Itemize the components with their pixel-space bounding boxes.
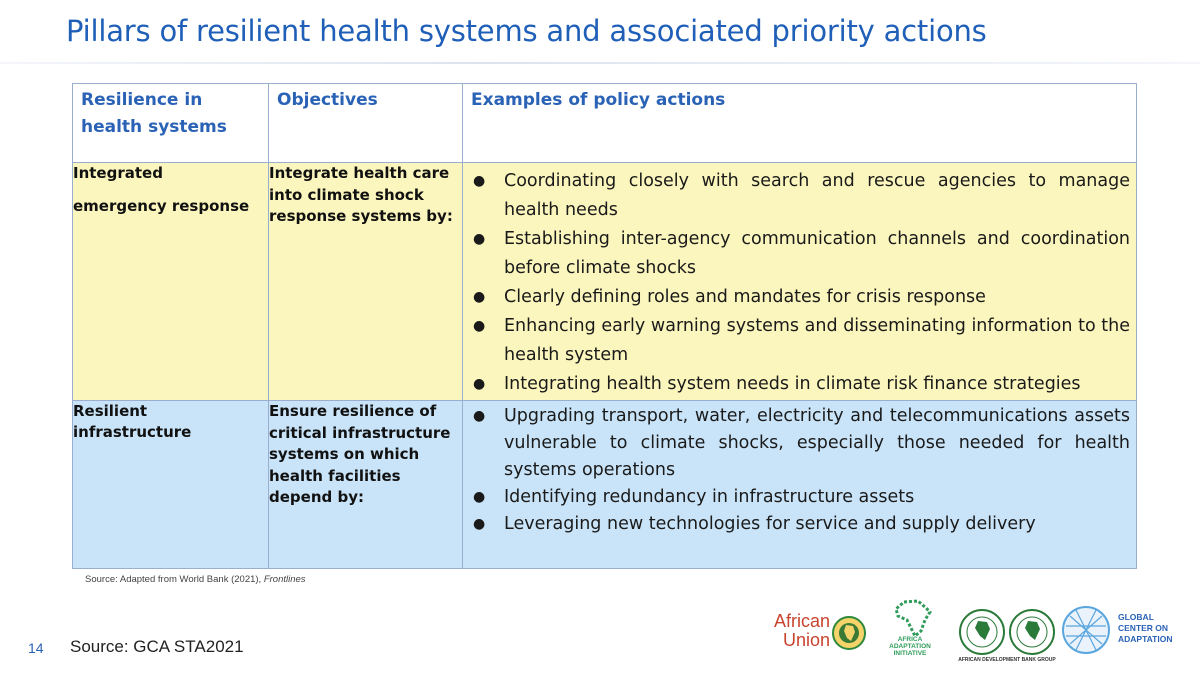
- table-header-row: [73, 84, 1137, 163]
- bullet-icon: ●: [473, 289, 486, 305]
- bullet-icon: ●: [473, 318, 486, 334]
- pillar-label: Resilient: [73, 402, 148, 420]
- pillar-label: infrastructure: [73, 423, 192, 441]
- table-row: [73, 163, 1137, 401]
- slide-title: Pillars of resilient health systems and associated priority actions: [66, 14, 987, 48]
- bullet-icon: ●: [473, 173, 486, 189]
- list-item: ● Leveraging new technologies for service and supply delivery: [473, 511, 1130, 538]
- bullet-icon: ●: [473, 489, 486, 505]
- list-item: ● Identifying redundancy in infrastructure assets: [473, 484, 1130, 511]
- header-policy-actions: Examples of policy actions: [471, 90, 726, 110]
- policy-actions-list: [463, 401, 1136, 538]
- aai-logo-text: AFRICA ADAPTATION INITIATIVE: [889, 636, 931, 657]
- list-item: ● Establishing inter-agency communication channels and coordination before climate shocks: [473, 225, 1130, 283]
- table-source-note: Source: Adapted from World Bank (2021), Frontlines: [85, 574, 306, 585]
- list-item: ● Enhancing early warning systems and disseminating information to the health system: [473, 312, 1130, 370]
- gca-globe-icon: [1060, 604, 1112, 656]
- header-objectives: Objectives: [277, 90, 378, 110]
- pillar-label: Integrated: [73, 164, 163, 182]
- list-item: ● Coordinating closely with search and rescue agencies to manage health needs: [473, 167, 1130, 225]
- bullet-icon: ●: [473, 516, 486, 532]
- partner-logos: [760, 598, 1190, 668]
- gca-logo-text: GLOBAL CENTER ON ADAPTATION: [1118, 612, 1173, 644]
- bullet-icon: ●: [473, 376, 486, 392]
- objective-text: Ensure resilience of critical infrastructure systems on which health facilities depend by:: [269, 401, 463, 569]
- african-union-logo-text: African Union: [773, 611, 830, 650]
- afdb-fund-seal-icon: [1008, 608, 1056, 656]
- page-number: 14: [28, 640, 44, 656]
- pillars-table: [72, 83, 1137, 569]
- list-item: ● Clearly defining roles and mandates for crisis response: [473, 283, 1130, 312]
- bullet-icon: ●: [473, 231, 486, 247]
- afdb-seal-icon: [958, 608, 1006, 656]
- title-divider: [0, 62, 1200, 64]
- header-resilience: Resilience in health systems: [81, 90, 227, 137]
- objective-text: Integrate health care into climate shock response systems by:: [269, 163, 463, 401]
- bullet-icon: ●: [473, 408, 486, 424]
- list-item: ● Integrating health system needs in climate risk finance strategies: [473, 370, 1130, 399]
- afdb-logo-text: AFRICAN DEVELOPMENT BANK GROUP: [958, 657, 1056, 663]
- table-row: [73, 401, 1137, 569]
- african-union-emblem-icon: [832, 616, 866, 650]
- list-item: ● Upgrading transport, water, electricity and telecommunications assets vulnerable to climate shocks, especially those needed for health systems operations: [473, 403, 1130, 484]
- africa-adaptation-initiative-icon: [890, 598, 935, 638]
- slide-source: Source: GCA STA2021: [70, 637, 244, 656]
- policy-actions-list: [463, 163, 1136, 399]
- pillar-label: emergency response: [73, 197, 250, 215]
